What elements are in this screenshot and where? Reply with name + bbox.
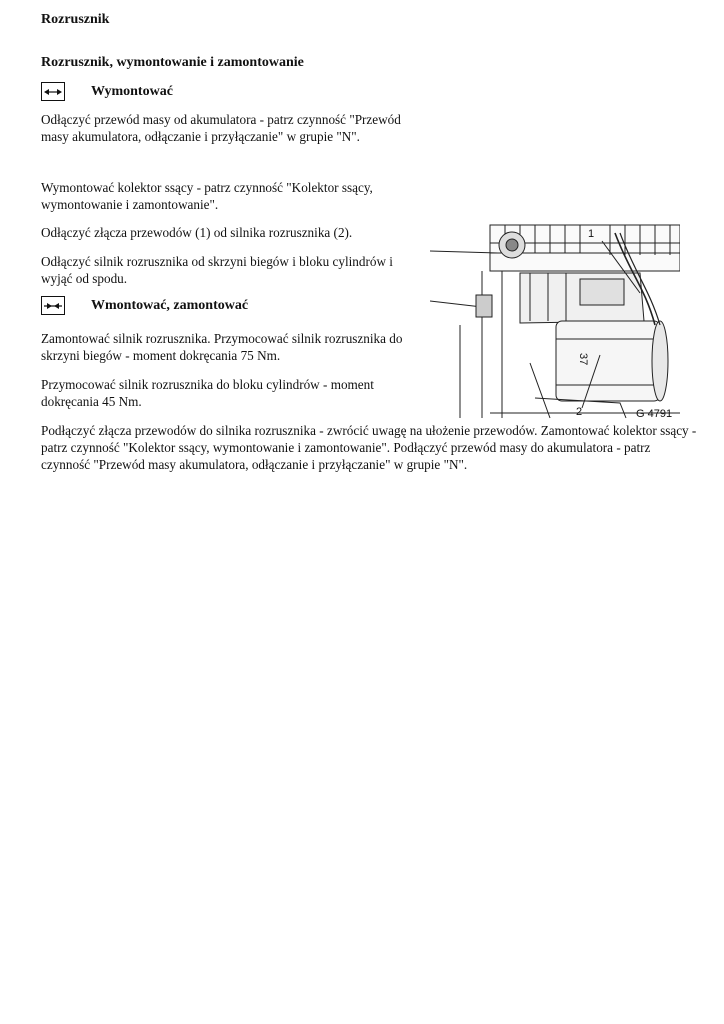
installation-step-3: Podłączyć złącza przewodów do silnika rozrusznika - zwrócić uwagę na ułożenie przewodów. Zamontować kolektor ssący - patrz czynność "Kolektor ssący, wymontowanie i zamontowanie". Podłączyć przewód masy do akumulatora - patrz czynność "Przewód masy akumulatora, odłączanie i przyłączanie" w grupie "N".: [41, 423, 697, 472]
removal-heading-label: Wymontować: [91, 83, 173, 99]
removal-step-1: Odłączyć przewód masy od akumulatora - patrz czynność "Przewód masy akumulatora, odłączanie i przyłączanie" w grupie "N".: [41, 112, 401, 144]
arrows-apart-icon: [41, 82, 65, 101]
figure-code: G 4791: [636, 408, 673, 420]
installation-step-1: Zamontować silnik rozrusznika. Przymocować silnik rozrusznika do skrzyni biegów - moment dokręcania 75 Nm.: [41, 331, 403, 363]
removal-step-3: Odłączyć złącza przewodów (1) od silnika rozrusznika (2).: [41, 225, 353, 240]
page-title: Rozrusznik: [41, 12, 110, 27]
removal-step-4: Odłączyć silnik rozrusznika od skrzyni biegów i bloku cylindrów i wyjąć od spodu.: [41, 254, 393, 286]
removal-heading: [41, 82, 173, 101]
starter-motor-illustration: [430, 213, 680, 423]
installation-heading-label: Wmontować, zamontować: [91, 297, 249, 313]
installation-step-2: Przymocować silnik rozrusznika do bloku cylindrów - moment dokręcania 45 Nm.: [41, 377, 374, 409]
callout-2: 2: [576, 406, 583, 418]
callout-1: 1: [588, 228, 595, 240]
section-title: Rozrusznik, wymontowanie i zamontowanie: [41, 55, 304, 70]
removal-step-2: Wymontować kolektor ssący - patrz czynność "Kolektor ssący, wymontowanie i zamontowanie".: [41, 180, 373, 212]
installation-heading: [41, 296, 248, 315]
motor-stamp: 37: [577, 353, 589, 366]
arrows-together-icon: [41, 296, 65, 315]
